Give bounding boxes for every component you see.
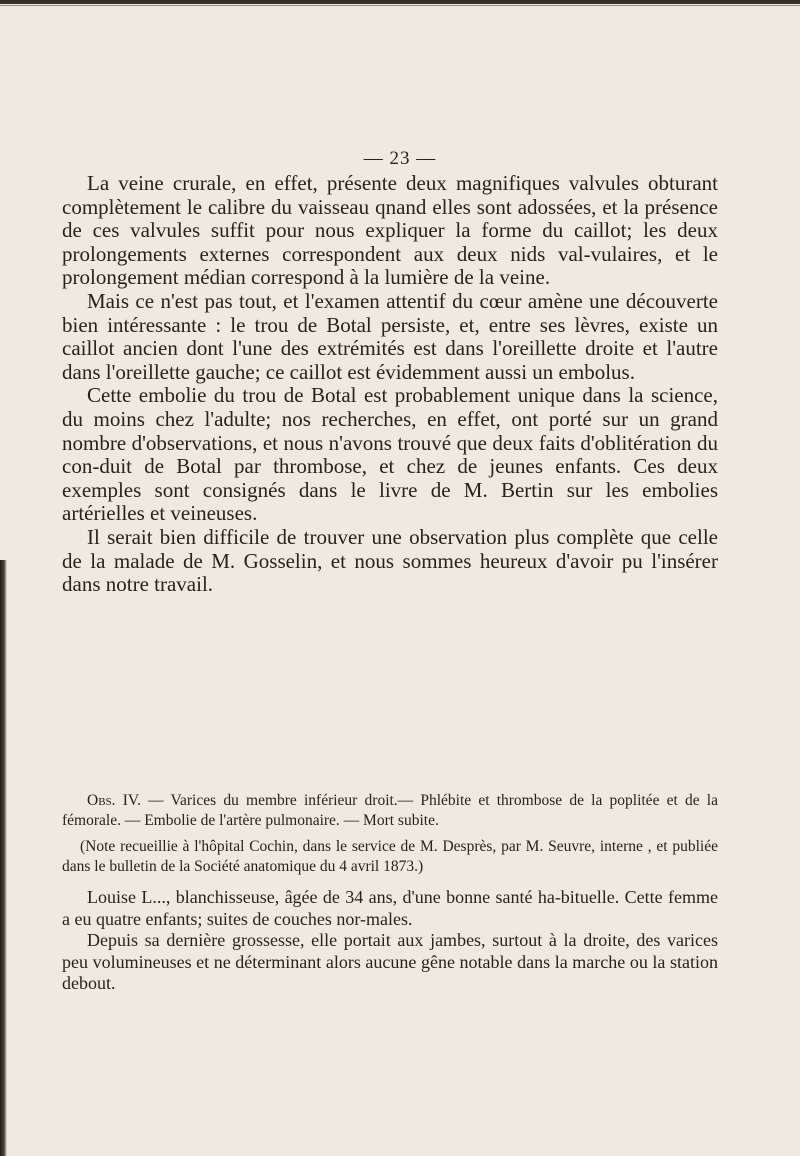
observation-heading (62, 791, 718, 831)
top-edge-rule (0, 0, 800, 4)
observation-note: (Note recueillie à l'hôpital Cochin, dans le service de M. Desprès, par M. Seuvre, interne , et publiée dans le bulletin de la Société anatomique du 4 avril 1873.) (62, 838, 718, 875)
main-text (62, 172, 718, 597)
observation-paragraph-patient: Louise L..., blanchisseuse, âgée de 34 ans, d'une bonne santé ha-bituelle. Cette femme a eu quatre enfants; suites de couches nor-males. (62, 887, 718, 929)
paragraph-botal: Mais ce n'est pas tout, et l'examen attentif du cœur amène une découverte bien intéressante : le trou de Botal persiste, et, entre ses lèvres, existe un caillot ancien dont l'une des extrémités est dans l'oreillette droite et l'autre dans l'oreillette gauche; ce caillot est évidemment aussi un embolus. (62, 288, 718, 384)
book-spine-shadow (0, 560, 7, 1156)
observation-label: Obs. IV. (87, 792, 141, 809)
paragraph-valvules: La veine crurale, en effet, présente deux magnifiques valvules obturant complètement le calibre du vaisseau qnand elles sont adossées, et la présence de ces valvules suffit pour nous expliquer la forme du caillot; les deux prolongements externes correspondent aux deux nids val-vulaires, et le prolongement médian correspond à la lumière de la veine. (62, 171, 718, 290)
top-edge-rule-thin (0, 5, 800, 6)
observation-section (62, 791, 718, 995)
page-number: — 23 — (363, 148, 437, 169)
observation-title: — Varices du membre inférieur droit.— Phlébite et thrombose de la poplitée et de la fémorale. — Embolie de l'artère pulmonaire. — Mort subite. (62, 792, 718, 829)
observation-paragraph-history: Depuis sa dernière grossesse, elle portait aux jambes, surtout à la droite, des varices peu volumineuses et ne déterminant alors aucune gêne notable dans la marche ou la station debout. (62, 930, 718, 993)
paragraph-gosselin: Il serait bien difficile de trouver une observation plus complète que celle de la malade de M. Gosselin, et nous sommes heureux d'avoir pu l'insérer dans notre travail. (62, 524, 718, 597)
paragraph-embolie: Cette embolie du trou de Botal est probablement unique dans la science, du moins chez l'adulte; nos recherches, en effet, ont porté sur un grand nombre d'observations, et nous n'avons trouvé que deux faits d'oblitération du con-duit de Botal par thrombose, et chez de jeunes enfants. Ces deux exemples sont consignés dans le livre de M. Bertin sur les embolies artérielles et veineuses. (62, 383, 718, 526)
